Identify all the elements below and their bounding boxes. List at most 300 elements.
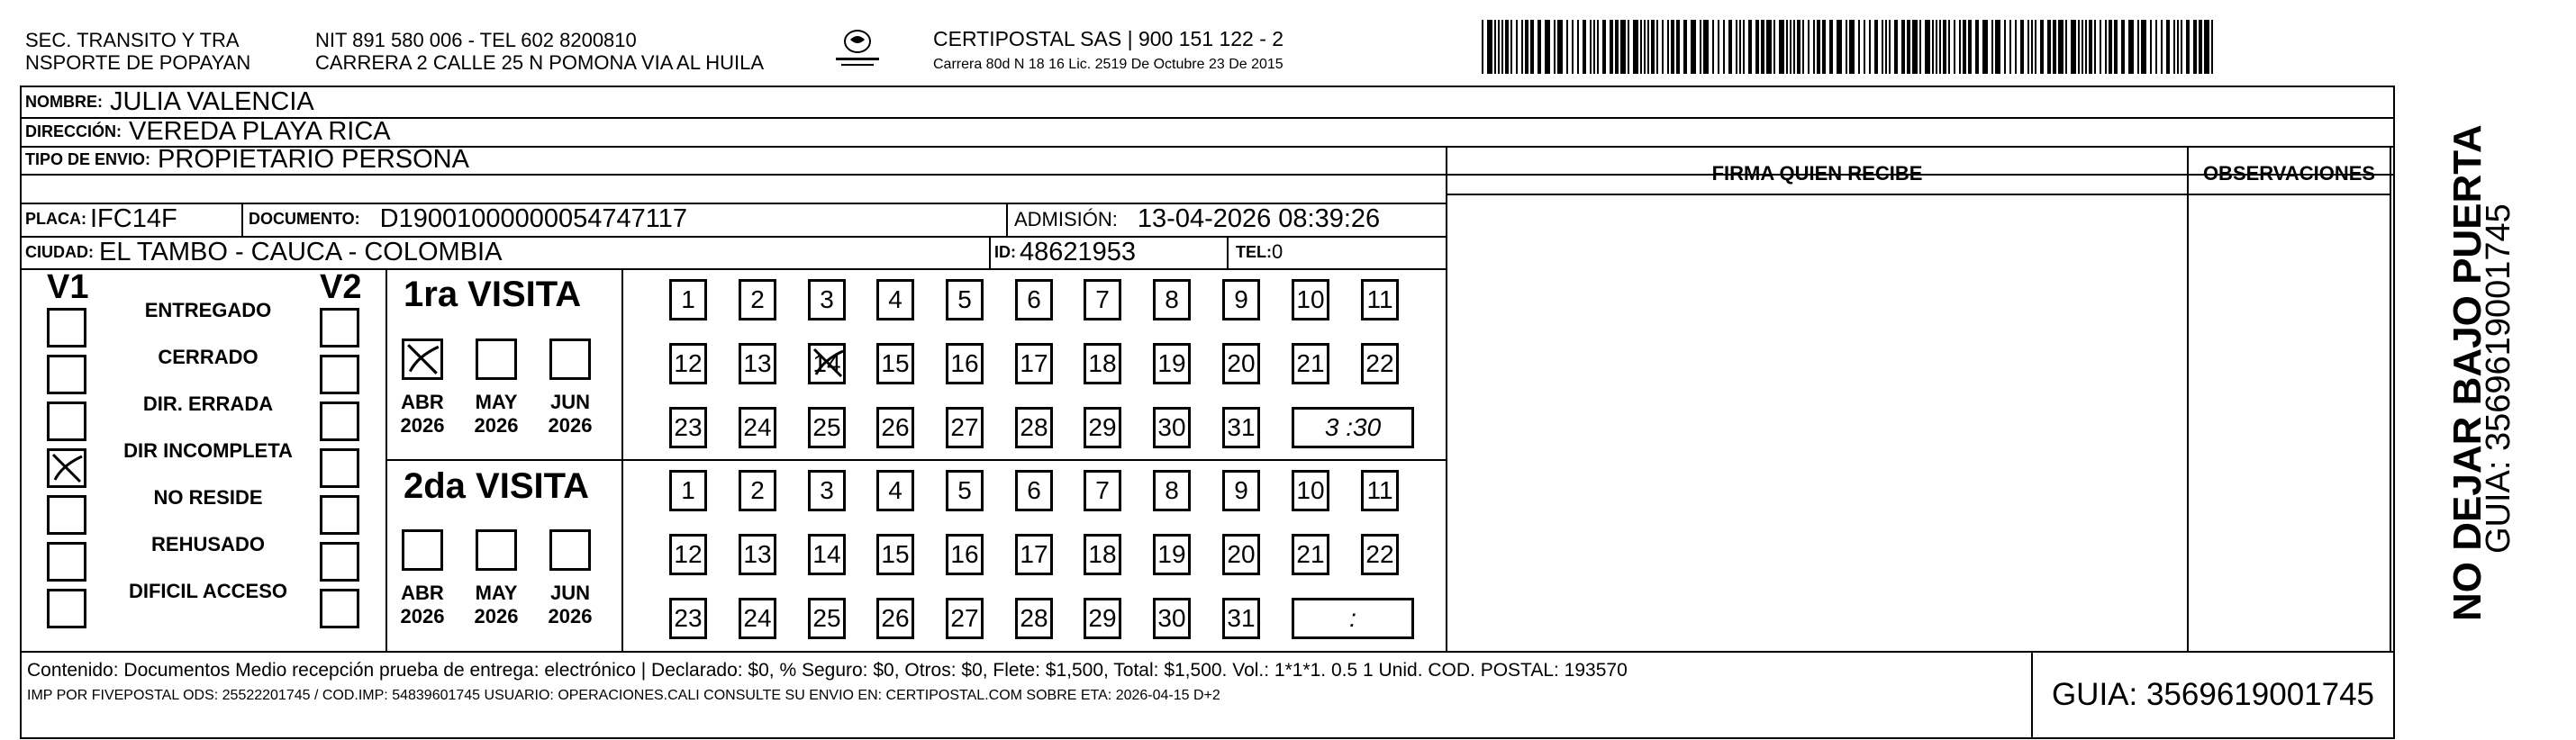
day-box[interactable] [1084,598,1121,639]
barcode-bar [2094,20,2096,74]
day-number: 13 [743,540,772,568]
observaciones-header: OBSERVACIONES [2202,162,2376,185]
day-box[interactable] [808,598,846,639]
placa-value: IFC14F [90,204,177,233]
day-box[interactable] [1361,279,1399,320]
status-label: DIR. ERRADA [142,393,274,415]
barcode-bar [1683,20,1687,74]
barcode-bar [1633,20,1638,74]
sender-line-2: NSPORTE DE POPAYAN [25,51,251,74]
day-box[interactable] [669,470,707,511]
barcode-bar [2137,20,2139,74]
day-box[interactable] [669,343,707,384]
day-box[interactable] [1222,407,1260,448]
barcode-bar [2141,20,2146,74]
day-box[interactable] [739,470,776,511]
month-checkbox[interactable] [549,529,591,571]
day-box[interactable] [808,343,846,384]
day-number: 5 [957,476,972,504]
barcode-bar [1651,20,1655,74]
day-box[interactable] [1292,534,1329,575]
day-number: 11 [1366,476,1393,504]
day-box[interactable] [1015,598,1053,639]
day-box[interactable] [1292,470,1329,511]
month-name: MAY [475,391,518,413]
status-v2-checkbox[interactable] [320,589,359,628]
status-label: DIFICIL ACCESO [128,580,287,602]
barcode-bar [1755,20,1759,74]
barcode-bar [1817,20,1820,74]
tipo-envio-value: PROPIETARIO PERSONA [158,145,469,174]
month-name: JUN [549,582,590,604]
day-box[interactable] [1015,534,1053,575]
day-box[interactable] [946,534,984,575]
month-label [391,391,454,438]
month-checkbox[interactable] [476,529,517,571]
barcode-bar [1761,20,1764,74]
barcode-bar [1802,20,1804,74]
day-box[interactable] [669,279,707,320]
barcode-bar [2035,20,2036,74]
imp-text: IMP POR FIVEPOSTAL ODS: 25522201745 / COD.IMP: 54839601745 USUARIO: OPERACIONES.CALI CONSULTE SU ENVIO EN: CERTIPOSTAL.COM SOBRE ETA: 2026-04-15 D+2 [27,688,1220,703]
company-line: CERTIPOSTAL SAS | 900 151 122 - 2 [933,27,1284,50]
barcode-bar [1882,20,1883,74]
barcode-bar [1537,20,1541,74]
barcode-bar [1793,20,1795,74]
status-v2-checkbox[interactable] [320,308,359,347]
visit1-title: 1ra VISITA [404,275,582,314]
barcode-bar [2058,20,2064,74]
barcode-bar [1712,20,1714,74]
day-box[interactable] [876,407,914,448]
barcode-bar [1748,20,1752,74]
barcode-bar [1925,20,1930,74]
day-number: 7 [1095,476,1110,504]
barcode-bar [1889,20,1891,74]
status-v2-checkbox[interactable] [320,542,359,582]
month-checkbox[interactable] [402,338,443,380]
barcode-bar [2078,20,2080,74]
nit-line: NIT 891 580 006 - TEL 602 8200810 [315,29,637,51]
barcode-bar [1991,20,1993,74]
barcode-bar [2114,20,2118,74]
barcode-bar [1907,20,1910,74]
day-number: 30 [1157,604,1186,632]
barcode-bar [1691,20,1696,74]
visit2-title: 2da VISITA [404,466,589,506]
barcode-bar [1790,20,1791,74]
day-box[interactable] [739,343,776,384]
day-number: 30 [1157,413,1186,441]
day-box[interactable] [1015,470,1053,511]
day-number: 27 [950,413,979,441]
day-number: 14 [812,540,841,568]
barcode-bar [1615,20,1619,74]
day-box[interactable] [1153,598,1191,639]
day-box[interactable] [946,470,984,511]
status-v2-checkbox[interactable] [320,448,359,488]
barcode-bar [2204,20,2209,74]
barcode-bar [1700,20,1701,74]
day-box[interactable] [739,598,776,639]
day-number: 9 [1234,285,1248,313]
day-box[interactable] [808,534,846,575]
day-box[interactable] [1153,407,1191,448]
day-box[interactable] [1222,470,1260,511]
day-number: 19 [1157,540,1186,568]
tel-field [1236,236,1283,268]
barcode-bar [1557,20,1563,74]
barcode-bar [1912,20,1918,74]
barcode-bar [1566,20,1568,74]
day-number: 12 [674,540,703,568]
barcode-bar [2166,20,2170,74]
barcode-bar [2193,20,2197,74]
barcode-bar [1597,20,1599,74]
barcode-bar [2047,20,2051,74]
month-name: MAY [475,582,518,604]
barcode-bar [1766,20,1772,74]
day-number: 15 [881,540,910,568]
barcode-bar [1494,20,1496,74]
day-box[interactable] [808,407,846,448]
day-box[interactable] [946,343,984,384]
month-name: ABR [401,391,444,413]
day-box[interactable] [1292,343,1329,384]
time-box[interactable] [1292,407,1414,448]
barcode-bar [1505,20,1509,74]
month-year: 2026 [474,605,519,627]
day-box[interactable] [1084,279,1121,320]
tipo-envio-row [25,146,469,174]
day-box[interactable] [1084,470,1121,511]
day-number: 8 [1165,476,1179,504]
barcode-bar [1498,20,1500,74]
check-mark-icon [50,451,86,487]
tipo-envio-label: TIPO DE ENVIO: [25,150,151,168]
day-box[interactable] [669,598,707,639]
month-label [391,582,454,628]
day-number: 16 [950,349,979,377]
barcode-bar [1932,20,1934,74]
company-info [933,27,1283,73]
day-box[interactable] [1222,279,1260,320]
ciudad-value: EL TAMBO - CAUCA - COLOMBIA [99,237,503,266]
documento-field [249,203,687,236]
barcode-bar [2155,20,2157,74]
barcode-bar [2089,20,2092,74]
barcode-bar [2071,20,2076,74]
month-name: ABR [401,582,444,604]
day-number: 18 [1088,540,1117,568]
day-box[interactable] [1084,407,1121,448]
barcode-bar [1968,20,1972,74]
barcode-bar [1901,20,1905,74]
day-number: 4 [888,285,903,313]
day-number: 1 [681,285,695,313]
barcode-bar [1963,20,1966,74]
day-number: 16 [950,540,979,568]
status-v1-checkbox[interactable] [47,495,86,535]
barcode-bar [1593,20,1595,74]
barcode-bar [2199,20,2202,74]
day-number: 6 [1027,476,1041,504]
month-checkbox[interactable] [549,338,591,380]
barcode-bar [1525,20,1528,74]
day-number: 2 [750,285,765,313]
day-box[interactable] [1153,534,1191,575]
day-box[interactable] [1222,598,1260,639]
barcode-bar [1671,20,1674,74]
month-year: 2026 [474,414,519,437]
barcode-bar [2015,20,2017,74]
barcode-bar [1808,20,1810,74]
day-number: 9 [1234,476,1248,504]
status-label: NO RESIDE [153,486,263,509]
barcode-bar [1894,20,1898,74]
month-label [465,391,528,438]
admision-value: 13-04-2026 08:39:26 [1137,204,1381,233]
day-box[interactable] [1015,407,1053,448]
ciudad-field [25,236,502,268]
barcode-bar [1728,20,1732,74]
barcode-bar [2053,20,2056,74]
day-box[interactable] [1292,279,1329,320]
day-box[interactable] [1084,534,1121,575]
day-number: 24 [743,413,772,441]
month-checkbox[interactable] [476,338,517,380]
day-number: 22 [1365,540,1394,568]
status-v1-checkbox[interactable] [47,589,86,628]
day-box[interactable] [876,470,914,511]
id-field [994,236,1136,268]
barcode-bar [1516,20,1518,74]
day-number: 7 [1095,285,1110,313]
barcode-bar [1644,20,1646,74]
day-box[interactable] [876,343,914,384]
day-box[interactable] [739,534,776,575]
day-number: 13 [743,349,772,377]
day-box[interactable] [739,407,776,448]
time-value: 3 :30 [1324,413,1382,441]
day-box[interactable] [1084,343,1121,384]
side-text [2400,117,2517,621]
no-dejar-bajo-puerta: NO DEJAR BAJO PUERTA [2445,124,2490,621]
certipostal-logo [830,23,884,70]
status-label: DIR INCOMPLETA [123,439,293,462]
status-v2-checkbox[interactable] [320,355,359,394]
day-number: 21 [1296,540,1325,568]
day-number: 5 [957,285,972,313]
month-year: 2026 [548,605,593,627]
day-box[interactable] [1361,534,1399,575]
day-number: 14 [812,349,841,377]
day-box[interactable] [1015,279,1053,320]
barcode-bar [1667,20,1669,74]
day-box[interactable] [946,407,984,448]
barcode-bar [1779,20,1784,74]
month-year: 2026 [400,605,445,627]
day-number: 29 [1088,604,1117,632]
day-number: 3 [820,476,834,504]
day-box[interactable] [1153,470,1191,511]
barcode-bar [1545,20,1550,74]
admision-field [1014,203,1380,236]
barcode-bar [1943,20,1946,74]
day-box[interactable] [669,407,707,448]
placa-label: PLACA: [25,210,86,228]
barcode-bar [1743,20,1745,74]
barcode-bar [1602,20,1606,74]
status-v1-checkbox[interactable] [47,308,86,347]
barcode-bar [2009,20,2011,74]
barcode-bar [2173,20,2175,74]
barcode-bar [1846,20,1847,74]
barcode-bar [2040,20,2044,74]
day-number: 28 [1020,604,1048,632]
day-box[interactable] [1153,279,1191,320]
barcode-bar [1662,20,1664,74]
barcode-bar [1919,20,1921,74]
day-number: 22 [1365,349,1394,377]
month-name: JUN [549,391,590,413]
barcode-bar [1975,20,1979,74]
barcode-bar [1797,20,1800,74]
barcode-bar [2177,20,2179,74]
direccion-value: VEREDA PLAYA RICA [129,116,391,146]
day-box[interactable] [1153,343,1191,384]
status-label: CERRADO [158,346,259,368]
barcode-bar [2128,20,2134,74]
time-box[interactable] [1292,598,1414,639]
barcode-bar [1739,20,1741,74]
placa-field [25,203,177,236]
day-number: 1 [681,476,695,504]
barcode-bar [1590,20,1592,74]
day-number: 19 [1157,349,1186,377]
status-v1-checkbox[interactable] [47,448,86,488]
status-v1-checkbox[interactable] [47,355,86,394]
barcode-bar [2065,20,2067,74]
day-number: 20 [1227,349,1256,377]
barcode-bar [2186,20,2190,74]
day-number: 23 [674,413,703,441]
time-value: : [1349,604,1356,632]
barcode-bar [2105,20,2107,74]
barcode-bar [1723,20,1725,74]
documento-value: D19001000000054747117 [379,204,688,233]
tel-label: TEL: [1236,242,1272,261]
barcode-bar [1829,20,1833,74]
barcode-bar [1656,20,1658,74]
address-line: CARRERA 2 CALLE 25 N POMONA VIA AL HUILA [315,51,765,74]
firma-area[interactable] [1447,195,2187,649]
day-box[interactable] [1222,534,1260,575]
day-number: 18 [1088,349,1117,377]
ciudad-label: CIUDAD: [25,242,94,261]
day-number: 15 [881,349,910,377]
day-number: 20 [1227,540,1256,568]
day-box[interactable] [808,470,846,511]
barcode-bar [1640,20,1642,74]
check-mark-icon [404,341,442,379]
day-box[interactable] [876,598,914,639]
month-year: 2026 [548,414,593,437]
license-line: Carrera 80d N 18 16 Lic. 2519 De Octubre 23 De 2015 [933,57,1283,72]
status-v1-checkbox[interactable] [47,542,86,582]
day-number: 17 [1020,540,1048,568]
barcode-bar [2211,20,2213,74]
day-number: 25 [812,413,841,441]
barcode-bar [1786,20,1788,74]
barcode-bar [1948,20,1950,74]
barcode-bar [1858,20,1860,74]
sender-line-1: SEC. TRANSITO Y TRA [25,29,240,51]
day-box[interactable] [739,279,776,320]
barcode-bar [1676,20,1680,74]
barcode-bar [1487,20,1492,74]
day-number: 11 [1366,285,1393,313]
day-number: 27 [950,604,979,632]
barcode-bar [1995,20,2000,74]
barcode-bar [1736,20,1737,74]
day-box[interactable] [669,534,707,575]
barcode-bar [1822,20,1826,74]
day-box[interactable] [946,598,984,639]
day-box[interactable] [876,534,914,575]
day-number: 25 [812,604,841,632]
barcode-bar [1936,20,1937,74]
barcode-bar [2100,20,2101,74]
id-value: 48621953 [1020,237,1137,266]
day-number: 26 [881,604,910,632]
barcode-bar [1521,20,1523,74]
day-box[interactable] [808,279,846,320]
day-box[interactable] [1361,470,1399,511]
day-box[interactable] [1015,343,1053,384]
documento-label: DOCUMENTO: [249,210,360,228]
barcode-bar [2085,20,2087,74]
day-number: 10 [1296,476,1325,504]
barcode-bar [2027,20,2029,74]
barcode-bar [1939,20,1941,74]
barcode-bar [1982,20,1988,74]
day-box[interactable] [1361,343,1399,384]
barcode-bar [2181,20,2182,74]
admision-label: ADMISIÓN: [1014,207,1118,230]
barcode-bar [1837,20,1842,74]
barcode-bar [1572,20,1574,74]
day-box[interactable] [876,279,914,320]
barcode-bar [1482,20,1483,74]
barcode-bar [1554,20,1556,74]
status-v2-checkbox[interactable] [320,402,359,441]
firma-header: FIRMA QUIEN RECIBE [1711,162,1923,185]
day-number: 23 [674,604,703,632]
day-box[interactable] [1222,343,1260,384]
day-number: 24 [743,604,772,632]
day-box[interactable] [946,279,984,320]
observaciones-area[interactable] [2189,195,2390,649]
status-v2-checkbox[interactable] [320,495,359,535]
nombre-value: JULIA VALENCIA [110,86,314,116]
status-v1-checkbox[interactable] [47,402,86,441]
barcode-bar [1510,20,1512,74]
month-checkbox[interactable] [402,529,443,571]
barcode-bar [1864,20,1865,74]
day-number: 28 [1020,413,1048,441]
day-number: 10 [1296,285,1325,313]
